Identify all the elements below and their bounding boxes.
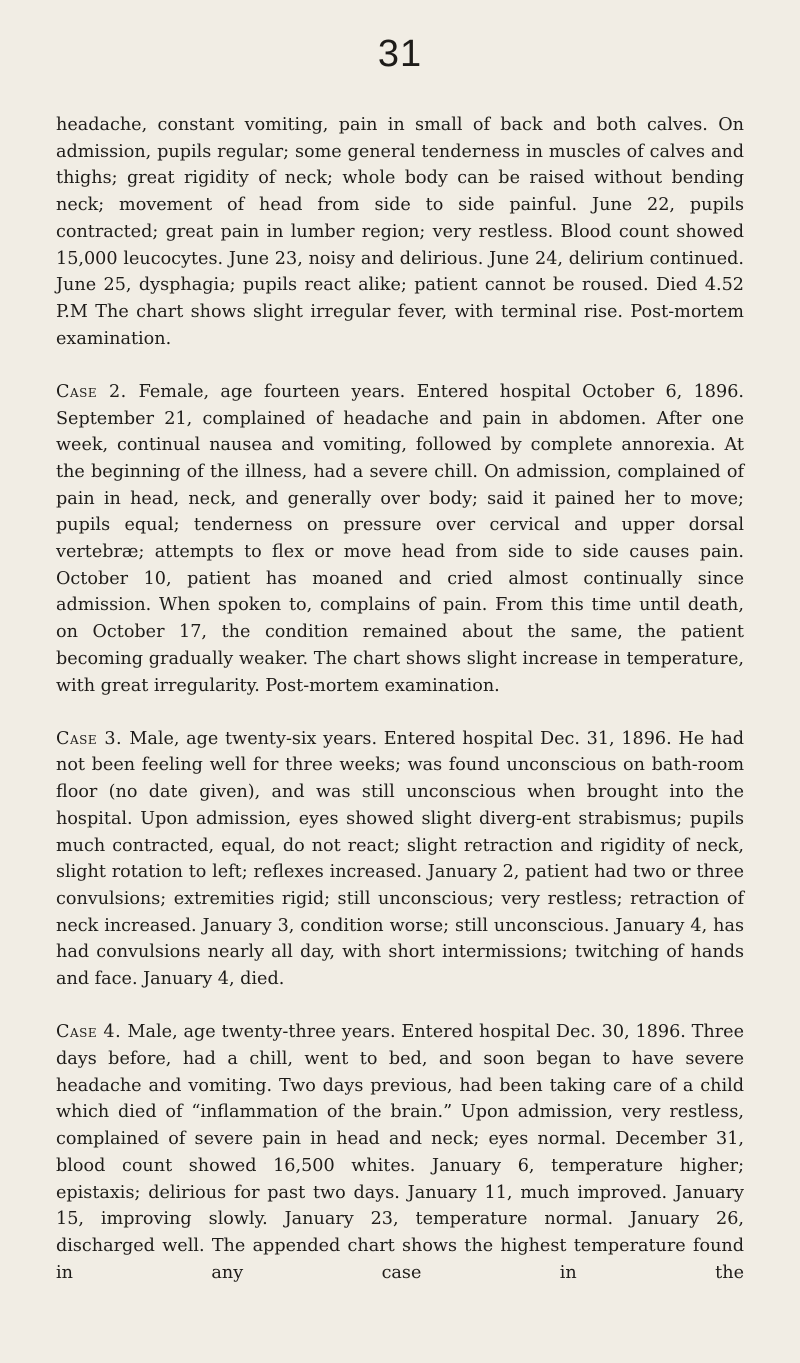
body-text	[56, 112, 744, 1286]
paragraph-text: Female, age fourteen years. Entered hospital October 6, 1896. September 21, complained of headache and pain in abdomen. After one week, continual nausea and vomiting, followed by complete annorexia. At the beginning of the illness, had a severe chill. On admission, complained of pain in head, neck, and generally over body; said it pained her to move; pupils equal; tenderness on pressure over cervical and upper dorsal vertebræ; attempts to flex or move head from side to side causes pain. October 10, patient has moaned and cried almost continually since admission. When spoken to, complains of pain. From this time until death, on October 17, the condition remained about the same, the patient becoming gradually weaker. The chart shows slight increase in temperature, with great irregularity. Post-mortem examination.	[56, 381, 744, 696]
case-label: Case 2.	[56, 381, 139, 402]
case-4-paragraph	[56, 1019, 744, 1286]
case-label: Case 3.	[56, 728, 130, 749]
paragraph-text: Male, age twenty-three years. Entered hospital Dec. 30, 1896. Three days before, had a chill, went to bed, and soon began to have severe headache and vomiting. Two days previous, had been taking care of a child which died of “inflammation of the brain.” Upon admission, very restless, complained of severe pain in head and neck; eyes normal. December 31, blood count showed 16,500 whites. January 6, temperature higher; epistaxis; delirious for past two days. January 11, much improved. January 15, improving slowly. January 23, temperature normal. January 26, discharged well. The appended chart shows the highest temperature found in any case in the	[56, 1022, 744, 1283]
case-2-paragraph	[56, 379, 744, 699]
paragraph-text: headache, constant vomiting, pain in small of back and both calves. On admission, pupils regular; some general tenderness in muscles of calves and thighs; great rigidity of neck; whole body can be raised without bending neck; movement of head from side to side painful. June 22, pupils contracted; great pain in lumber region; very restless. Blood count showed 15,000 leucocytes. June 23, noisy and delirious. June 24, delirium continued. June 25, dysphagia; pupils react alike; patient cannot be roused. Died 4.52 P.M The chart shows slight irregular fever, with terminal rise. Post-mortem examination.	[56, 115, 744, 349]
paragraph-text: Male, age twenty-six years. Entered hospital Dec. 31, 1896. He had not been feeling well for three weeks; was found unconscious on bath-room floor (no date given), and was still unconscious when brought into the hospital. Upon admission, eyes showed slight diverg-ent strabismus; pupils much contracted, equal, do not react; slight retraction and rigidity of neck, slight rotation to left; reflexes increased. January 2, patient had two or three convulsions; extremities rigid; still unconscious; very restless; retraction of neck increased. January 3, condition worse; still unconscious. January 4, has had convulsions nearly all day, with short intermissions; twitching of hands and face. January 4, died.	[56, 728, 744, 990]
case-1-paragraph	[56, 112, 744, 352]
case-3-paragraph	[56, 726, 744, 993]
case-label: Case 4.	[56, 1022, 128, 1043]
page-number: 31	[377, 33, 423, 75]
